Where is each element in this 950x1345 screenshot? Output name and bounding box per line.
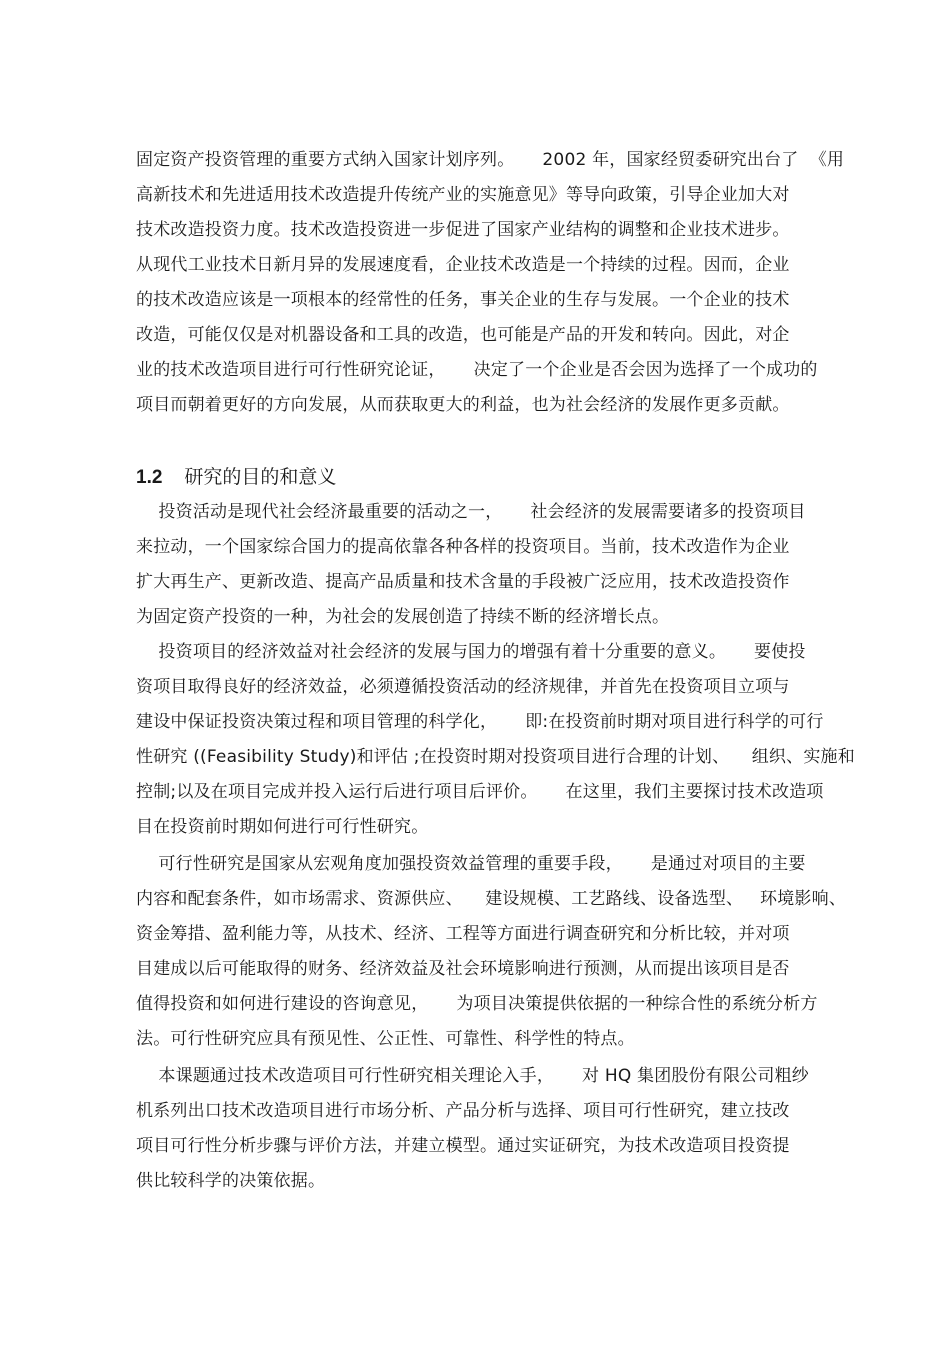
section-number: 1.2 — [136, 467, 163, 488]
para2-line-3: 建设中保证投资决策过程和项目管理的科学化， 即:在投资前时期对项目进行科学的可行 — [136, 712, 824, 732]
para4-line-2: 机系列出口技术改造项目进行市场分析、产品分析与选择、项目可行性研究，建立技改 — [136, 1101, 790, 1121]
intro-line-1: 固定资产投资管理的重要方式纳入国家计划序列。 2002 年，国家经贸委研究出台了 《用 — [136, 150, 845, 170]
para2-line-1: 投资项目的经济效益对社会经济的发展与国力的增强有着十分重要的意义。 要使投 — [136, 642, 806, 662]
intro-line-2: 高新技术和先进适用技术改造提升传统产业的实施意见》等导向政策，引导企业加大对 — [136, 185, 790, 205]
intro-line-7: 业的技术改造项目进行可行性研究论证， 决定了一个企业是否会因为选择了一个成功的 — [136, 360, 818, 380]
para2-line-5: 控制;以及在项目完成并投入运行后进行项目后评价。 在这里，我们主要探讨技术改造项 — [136, 782, 824, 802]
para4-line-3: 项目可行性分析步骤与评价方法，并建立模型。通过实证研究，为技术改造项目投资提 — [136, 1136, 790, 1156]
para3-line-1: 可行性研究是国家从宏观角度加强投资效益管理的重要手段， 是通过对项目的主要 — [136, 854, 806, 874]
intro-line-4: 从现代工业技术日新月异的发展速度看，企业技术改造是一个持续的过程。因而，企业 — [136, 255, 790, 275]
para1-line-1: 投资活动是现代社会经济最重要的活动之一， 社会经济的发展需要诸多的投资项目 — [136, 502, 806, 522]
para3-line-3: 资金筹措、盈利能力等，从技术、经济、工程等方面进行调查研究和分析比较，并对项 — [136, 924, 790, 944]
intro-line-3: 技术改造投资力度。技术改造投资进一步促进了国家产业结构的调整和企业技术进步。 — [136, 220, 790, 240]
para4-line-1: 本课题通过技术改造项目可行性研究相关理论入手， 对 HQ 集团股份有限公司粗纱 — [136, 1066, 810, 1086]
para1-line-4: 为固定资产投资的一种，为社会的发展创造了持续不断的经济增长点。 — [136, 607, 670, 627]
para3-line-5: 值得投资和如何进行建设的咨询意见， 为项目决策提供依据的一种综合性的系统分析方 — [136, 994, 818, 1014]
section-title: 研究的目的和意义 — [184, 466, 337, 488]
intro-line-8: 项目而朝着更好的方向发展，从而获取更大的利益，也为社会经济的发展作更多贡献。 — [136, 395, 790, 415]
para3-line-6: 法。可行性研究应具有预见性、公正性、可靠性、科学性的特点。 — [136, 1029, 635, 1049]
para2-line-4: 性研究 ((Feasibility Study)和评估 ;在投资时期对投资项目进行合理的计划、 组织、实施和 — [136, 747, 855, 767]
para1-line-2: 来拉动，一个国家综合国力的提高依靠各种各样的投资项目。当前，技术改造作为企业 — [136, 537, 790, 557]
para4-line-4: 供比较科学的决策依据。 — [136, 1171, 326, 1191]
para1-line-3: 扩大再生产、更新改造、提高产品质量和技术含量的手段被广泛应用，技术改造投资作 — [136, 572, 790, 592]
para2-line-2: 资项目取得良好的经济效益，必须遵循投资活动的经济规律，并首先在投资项目立项与 — [136, 677, 790, 697]
para3-line-4: 目建成以后可能取得的财务、经济效益及社会环境影响进行预测，从而提出该项目是否 — [136, 959, 790, 979]
section-heading — [136, 464, 336, 491]
para2-line-6: 目在投资前时期如何进行可行性研究。 — [136, 817, 429, 837]
intro-line-6: 改造，可能仅仅是对机器设备和工具的改造，也可能是产品的开发和转向。因此，对企 — [136, 325, 790, 345]
para3-line-2: 内容和配套条件，如市场需求、资源供应、 建设规模、工艺路线、设备选型、 环境影响、 — [136, 889, 847, 909]
intro-line-5: 的技术改造应该是一项根本的经常性的任务，事关企业的生存与发展。一个企业的技术 — [136, 290, 790, 310]
